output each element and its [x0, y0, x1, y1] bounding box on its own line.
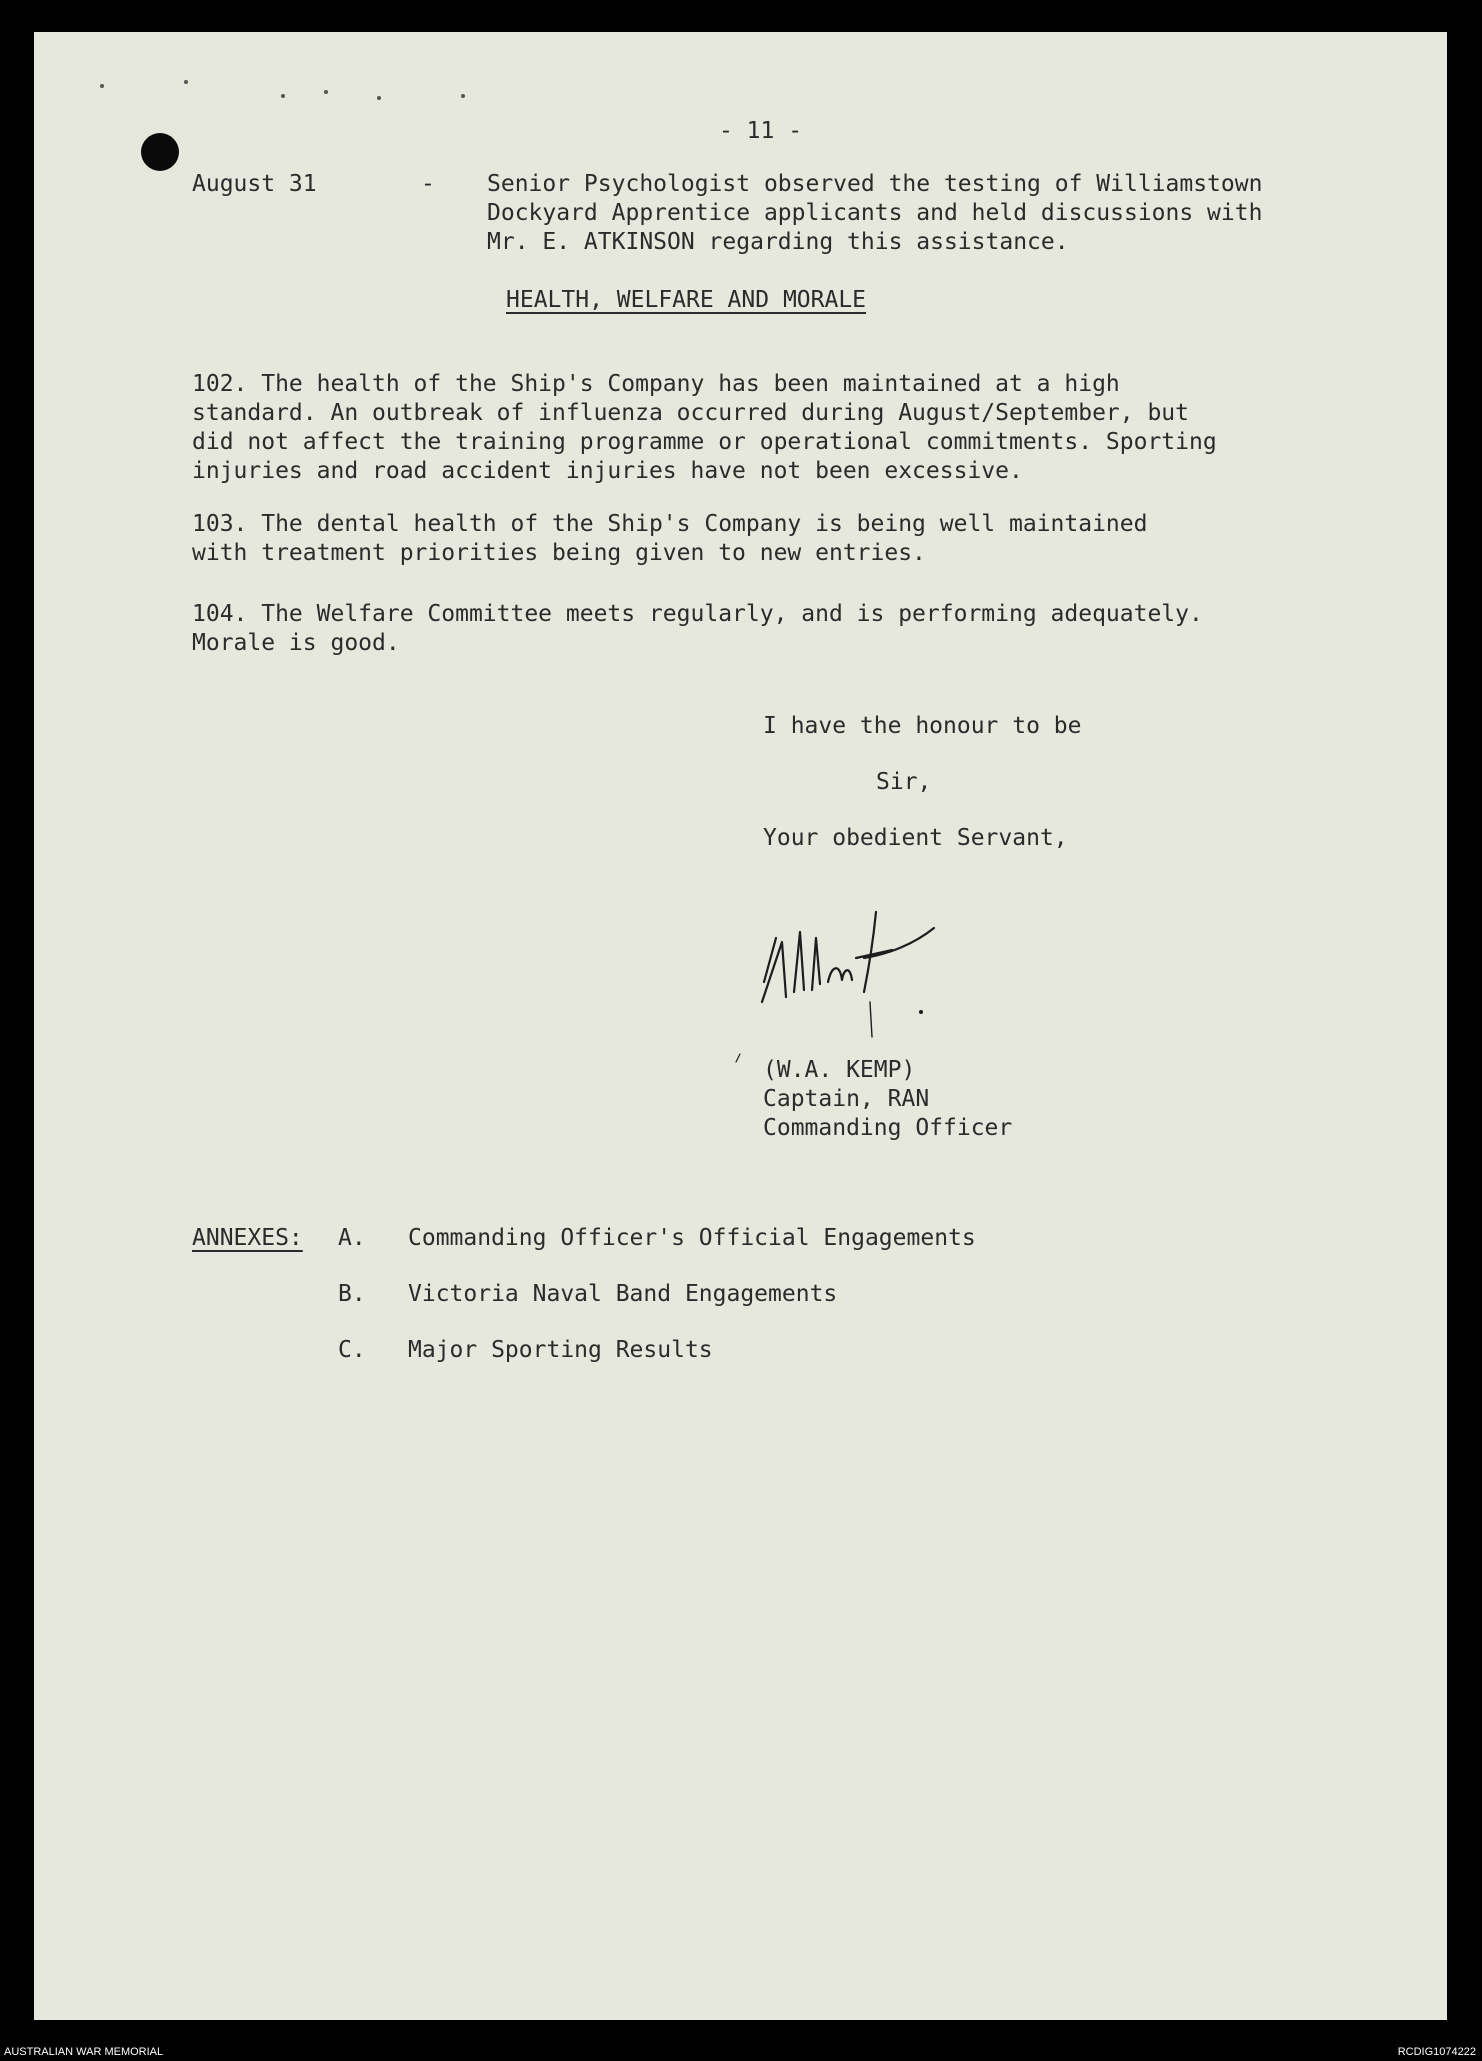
annex-letter: B. [338, 1281, 366, 1307]
paper-speck [100, 84, 104, 88]
paper-speck [281, 94, 285, 98]
annex-title: Victoria Naval Band Engagements [408, 1281, 838, 1307]
document-page [34, 32, 1447, 2020]
annex-letter: A. [338, 1225, 366, 1251]
paragraph-103: 103. The dental health of the Ship's Company is being well maintained with treatment priorities being given to new entries. [192, 511, 1148, 566]
paper-speck [184, 80, 188, 84]
signature-block: (W.A. KEMP) Captain, RAN Commanding Officer [763, 1057, 1013, 1141]
closing-line-1: I have the honour to be [763, 713, 1082, 739]
paper-speck [324, 90, 328, 94]
page-number: - 11 - [718, 118, 803, 144]
paper-speck [461, 94, 465, 98]
paper-speck [377, 96, 381, 100]
annex-item [338, 1224, 976, 1253]
annex-title: Major Sporting Results [408, 1337, 713, 1363]
entry-dash: - [421, 171, 435, 197]
archive-footer-right: RCDIG1074222 [1397, 2046, 1476, 2058]
paragraph-102: 102. The health of the Ship's Company has been maintained at a high standard. An outbreak of influenza occurred during August/September, but did not affect the training programme or operational commitments. Sporting injuries and road accident injuries have not been excessive. [192, 371, 1217, 484]
annexes-label: ANNEXES: [192, 1225, 303, 1251]
paragraph-104: 104. The Welfare Committee meets regularly, and is performing adequately. Morale is good. [192, 601, 1203, 656]
entry-text: Senior Psychologist observed the testing of Williamstown Dockyard Apprentice applicants and held discussions with Mr. E. ATKINSON regarding this assistance. [487, 171, 1263, 255]
section-heading: HEALTH, WELFARE AND MORALE [506, 287, 867, 313]
annex-item [338, 1336, 713, 1365]
closing-line-2: Sir, [876, 769, 932, 795]
archive-footer-left: AUSTRALIAN WAR MEMORIAL [4, 2046, 164, 2058]
annex-letter: C. [338, 1337, 366, 1363]
annex-title: Commanding Officer's Official Engagements [408, 1225, 976, 1251]
annex-item [338, 1280, 837, 1309]
closing-line-3: Your obedient Servant, [763, 825, 1068, 851]
entry-date: August 31 [192, 171, 317, 197]
